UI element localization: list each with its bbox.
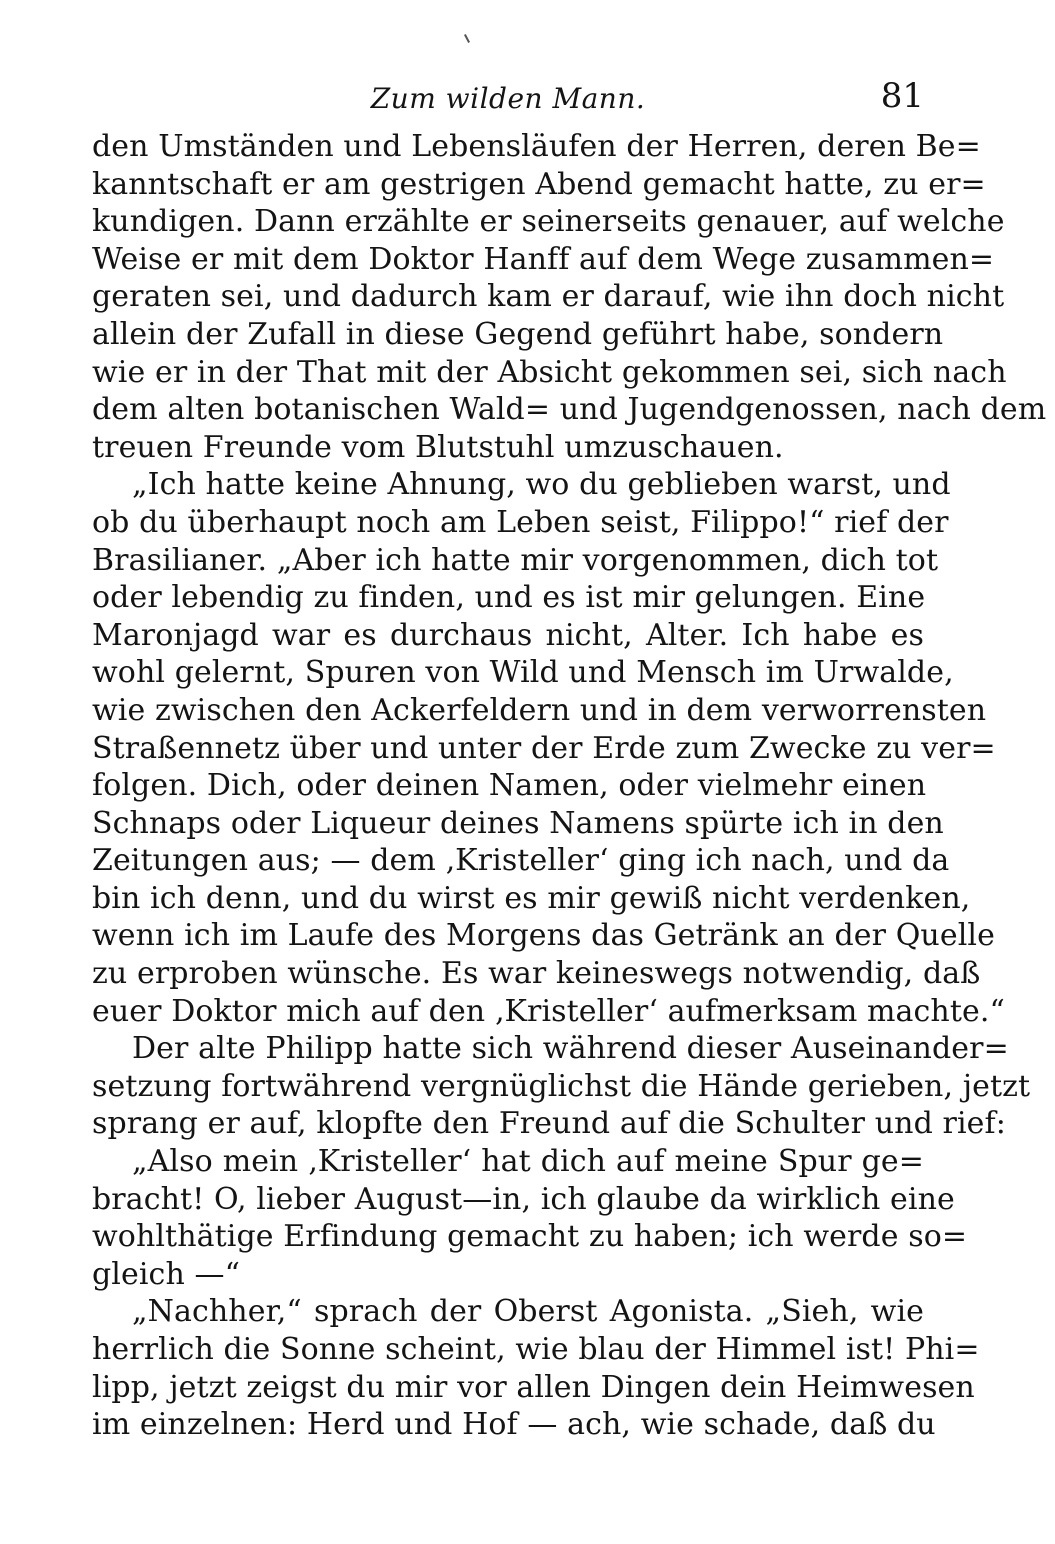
text-line: ob du überhaupt noch am Leben seist, Filippo!“ rief der	[92, 504, 949, 540]
text-line: „Ich hatte keine Ahnung, wo du geblieben warst, und	[132, 467, 951, 503]
text-line: wohl gelernt, Spuren von Wild und Mensch im Urwalde,	[92, 655, 954, 691]
text-line: Brasilianer. „Aber ich hatte mir vorgenommen, dich tot	[92, 542, 939, 578]
text-line: „Also mein ‚Kristeller‘ hat dich auf meine Spur ge=	[132, 1144, 924, 1180]
text-line: wenn ich im Laufe des Morgens das Getränk an der Quelle	[92, 918, 995, 954]
text-line: Straßennetz über und unter der Erde zum Zwecke zu ver=	[92, 730, 996, 766]
text-line: Der alte Philipp hatte sich während dieser Auseinander=	[132, 1031, 1009, 1067]
stray-ink-mark	[464, 34, 470, 43]
text-line: dem alten botanischen Wald= und Jugendgenossen, nach dem	[92, 392, 1047, 428]
text-line: allein der Zufall in diese Gegend geführt habe, sondern	[92, 316, 944, 352]
text-line: den Umständen und Lebensläufen der Herren, deren Be=	[92, 129, 981, 164]
running-header	[92, 76, 924, 126]
text-line: setzung fortwährend vergnüglichst die Hände gerieben, jetzt	[92, 1068, 1031, 1104]
text-line: wie zwischen den Ackerfeldern und in dem verworrensten	[92, 692, 987, 728]
text-line: herrlich die Sonne scheint, wie blau der Himmel ist! Phi=	[92, 1332, 980, 1367]
text-line: sprang er auf, klopfte den Freund auf die Schulter und rief:	[92, 1106, 1006, 1142]
text-line: treuen Freunde vom Blutstuhl umzuschauen.	[92, 429, 784, 465]
text-line: zu erproben wünsche. Es war keineswegs notwendig, daß	[92, 956, 981, 992]
text-line: Weise er mit dem Doktor Hanff auf dem Wege zusammen=	[92, 241, 995, 277]
text-line: euer Doktor mich auf den ‚Kristeller‘ aufmerksam machte.“	[92, 993, 1005, 1029]
text-line: „Nachher,“ sprach der Oberst Agonista. „Sieh, wie	[132, 1294, 924, 1330]
text-line: im einzelnen: Herd und Hof — ach, wie schade, daß du	[92, 1407, 936, 1443]
text-line: oder lebendig zu finden, und es ist mir gelungen. Eine	[92, 580, 926, 616]
text-line: Maronjagd war es durchaus nicht, Alter. Ich habe es	[92, 617, 924, 653]
text-line: wohlthätige Erfindung gemacht zu haben; ich werde so=	[92, 1219, 968, 1255]
text-line: Zeitungen aus; — dem ‚Kristeller‘ ging ich nach, und da	[92, 843, 950, 879]
text-line: wie er in der That mit der Absicht gekommen sei, sich nach	[92, 354, 1007, 390]
text-line: folgen. Dich, oder deinen Namen, oder vielmehr einen	[92, 768, 927, 804]
text-line: bin ich denn, und du wirst es mir gewiß nicht verdenken,	[92, 880, 971, 916]
page-number: 81	[880, 76, 924, 116]
body-text	[92, 128, 1047, 1444]
text-line: geraten sei, und dadurch kam er darauf, wie ihn doch nicht	[92, 279, 1005, 315]
text-line: kundigen. Dann erzählte er seinerseits genauer, auf welche	[92, 204, 1005, 240]
text-line: lipp, jetzt zeigst du mir vor allen Dingen dein Heimwesen	[92, 1369, 975, 1405]
text-line: bracht! O, lieber August—in, ich glaube da wirklich eine	[92, 1181, 955, 1217]
running-title: Zum wilden Mann.	[370, 82, 646, 115]
text-line: kanntschaft er am gestrigen Abend gemacht hatte, zu er=	[92, 166, 986, 202]
text-line: Schnaps oder Liqueur deines Namens spürte ich in den	[92, 805, 944, 841]
text-line: gleich —“	[92, 1256, 241, 1292]
